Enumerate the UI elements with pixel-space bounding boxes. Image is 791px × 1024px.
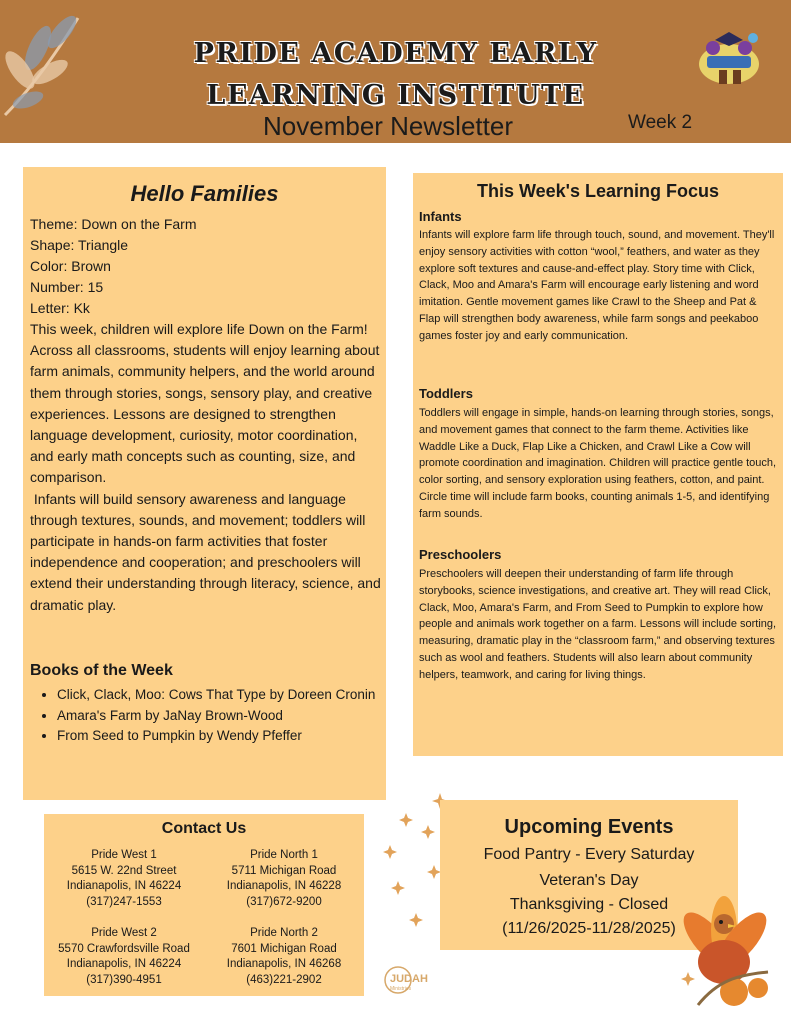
location-name: Pride West 1 (91, 849, 157, 861)
location-pride-west-1 (44, 848, 204, 910)
location-phone[interactable]: (317)247-1553 (86, 895, 162, 908)
location-pride-west-2 (44, 926, 204, 988)
title-line-1: PRIDE ACADEMY EARLY (193, 38, 598, 69)
turkey-icon (668, 880, 780, 1010)
location-name: Pride West 2 (91, 927, 157, 939)
fact-shape: Shape: Triangle (30, 237, 129, 253)
infants-heading: Infants (419, 209, 462, 224)
location-city: Indianapolis, IN 46224 (66, 958, 182, 971)
books-list (35, 685, 402, 747)
infants-text: Infants will explore farm life through touch, sound, and movement. They'll enjoy sensory activities with cotton “wool,” feathers, and water as they explore soft textures and cause-and-effect play. Story time with Click, Clack, Moo and Amara's Farm will encourage early listening and word imitation. Gentle movement games like Crawl to the Sheep and Pat & Flap will strengthen body awareness, while farm songs and peekaboo games foster joy and early communication. (419, 229, 775, 342)
judah-ministries-logo (384, 963, 440, 997)
location-pride-north-2 (209, 926, 359, 988)
hello-families-title: Hello Families (130, 181, 279, 206)
judah-brand-sub: Ministries (390, 986, 412, 992)
location-phone[interactable]: (317)390-4951 (86, 973, 162, 986)
location-phone[interactable]: (463)221-2902 (246, 973, 322, 986)
event-item: Thanksgiving - Closed (509, 896, 669, 913)
academy-logo-icon (697, 30, 761, 88)
judah-brand-text: JUDAH (390, 973, 428, 985)
event-item: Food Pantry - Every Saturday (483, 846, 695, 863)
location-street: 5711 Michigan Road (231, 864, 337, 877)
week-label: Week 2 (628, 112, 693, 133)
list-item: • Amara's Farm by JaNay Brown-Wood (57, 706, 402, 727)
header-banner (0, 0, 791, 143)
list-item: • Click, Clack, Moo: Cows That Type by Doreen Cronin (57, 685, 402, 706)
location-name: Pride North 2 (250, 927, 318, 939)
location-city: Indianapolis, IN 46268 (226, 958, 342, 971)
fact-color: Color: Brown (30, 258, 111, 274)
preschoolers-text: Preschoolers will deepen their understanding of farm life through storybooks, science investigations, and creative art. They will read Click, Clack, Moo, Amara's Farm, and From Seed to Pumpkin to explore how people and animals work together on a farm. Lessons will include sorting, measuring, dramatic play in the “classroom farm,” and observing textures such as wool and feathers. Students will also learn about community helpers, teamwork, and caring for living things. (419, 568, 777, 681)
contact-us-panel (44, 814, 364, 996)
list-item: • From Seed to Pumpkin by Wendy Pfeffer (57, 726, 402, 747)
hello-families-panel (23, 167, 386, 800)
location-pride-north-1 (209, 848, 359, 910)
location-street: 5615 W. 22nd Street (71, 864, 177, 877)
intro-text (30, 319, 385, 616)
contact-us-title: Contact Us (161, 820, 247, 837)
preschoolers-heading: Preschoolers (419, 547, 502, 562)
learning-focus-panel (413, 173, 783, 756)
location-street: 5570 Crawfordsville Road (58, 942, 190, 955)
intro-paragraph-2: Infants will build sensory awareness and language through textures, sounds, and movement; toddlers will participate in hands-on farm activities that foster independence and cooperation; and preschoolers will extend their understanding through literacy, science, and dramatic play. (30, 490, 385, 613)
fact-theme: Theme: Down on the Farm (30, 216, 197, 232)
title-line-2: LEARNING INSTITUTE (206, 80, 585, 111)
books-of-week-title: Books of the Week (30, 662, 173, 679)
newsletter-subtitle: November Newsletter (263, 111, 513, 141)
toddlers-text: Toddlers will engage in simple, hands-on learning through stories, songs, and movement games that connect to the farm theme. Activities like Waddle Like a Duck, Flap Like a Chicken, and Crawl Like a Cow will promote coordination and imagination. Children will practice gentle touch, color sorting, and sensory exploration using feathers, cotton, and paint. Circle time will include farm books, counting animals 1-5, and identifying farm sounds. (419, 407, 777, 520)
event-item: Veteran's Day (539, 872, 639, 889)
upcoming-events-title: Upcoming Events (504, 816, 674, 838)
location-phone[interactable]: (317)672-9200 (246, 895, 322, 908)
location-name: Pride North 1 (250, 849, 318, 861)
event-item: (11/26/2025-11/28/2025) (502, 920, 676, 937)
location-street: 7601 Michigan Road (231, 942, 337, 955)
judah-logo-icon (384, 963, 440, 997)
learning-focus-title: This Week's Learning Focus (476, 181, 719, 201)
location-city: Indianapolis, IN 46228 (226, 880, 342, 893)
theme-facts (30, 214, 197, 319)
location-city: Indianapolis, IN 46224 (66, 880, 182, 893)
fact-letter: Letter: Kk (30, 300, 90, 316)
intro-paragraph-1: This week, children will explore life Down on the Farm! Across all classrooms, students will enjoy learning about farm animals, community helpers, and the world around them through stories, songs, sensory play, and creative experiences. Lessons are designed to strengthen language development, curiosity, motor coordination, and early math concepts such as counting, size, and comparison. (30, 321, 380, 486)
fact-number: Number: 15 (30, 279, 104, 295)
toddlers-heading: Toddlers (419, 386, 473, 401)
